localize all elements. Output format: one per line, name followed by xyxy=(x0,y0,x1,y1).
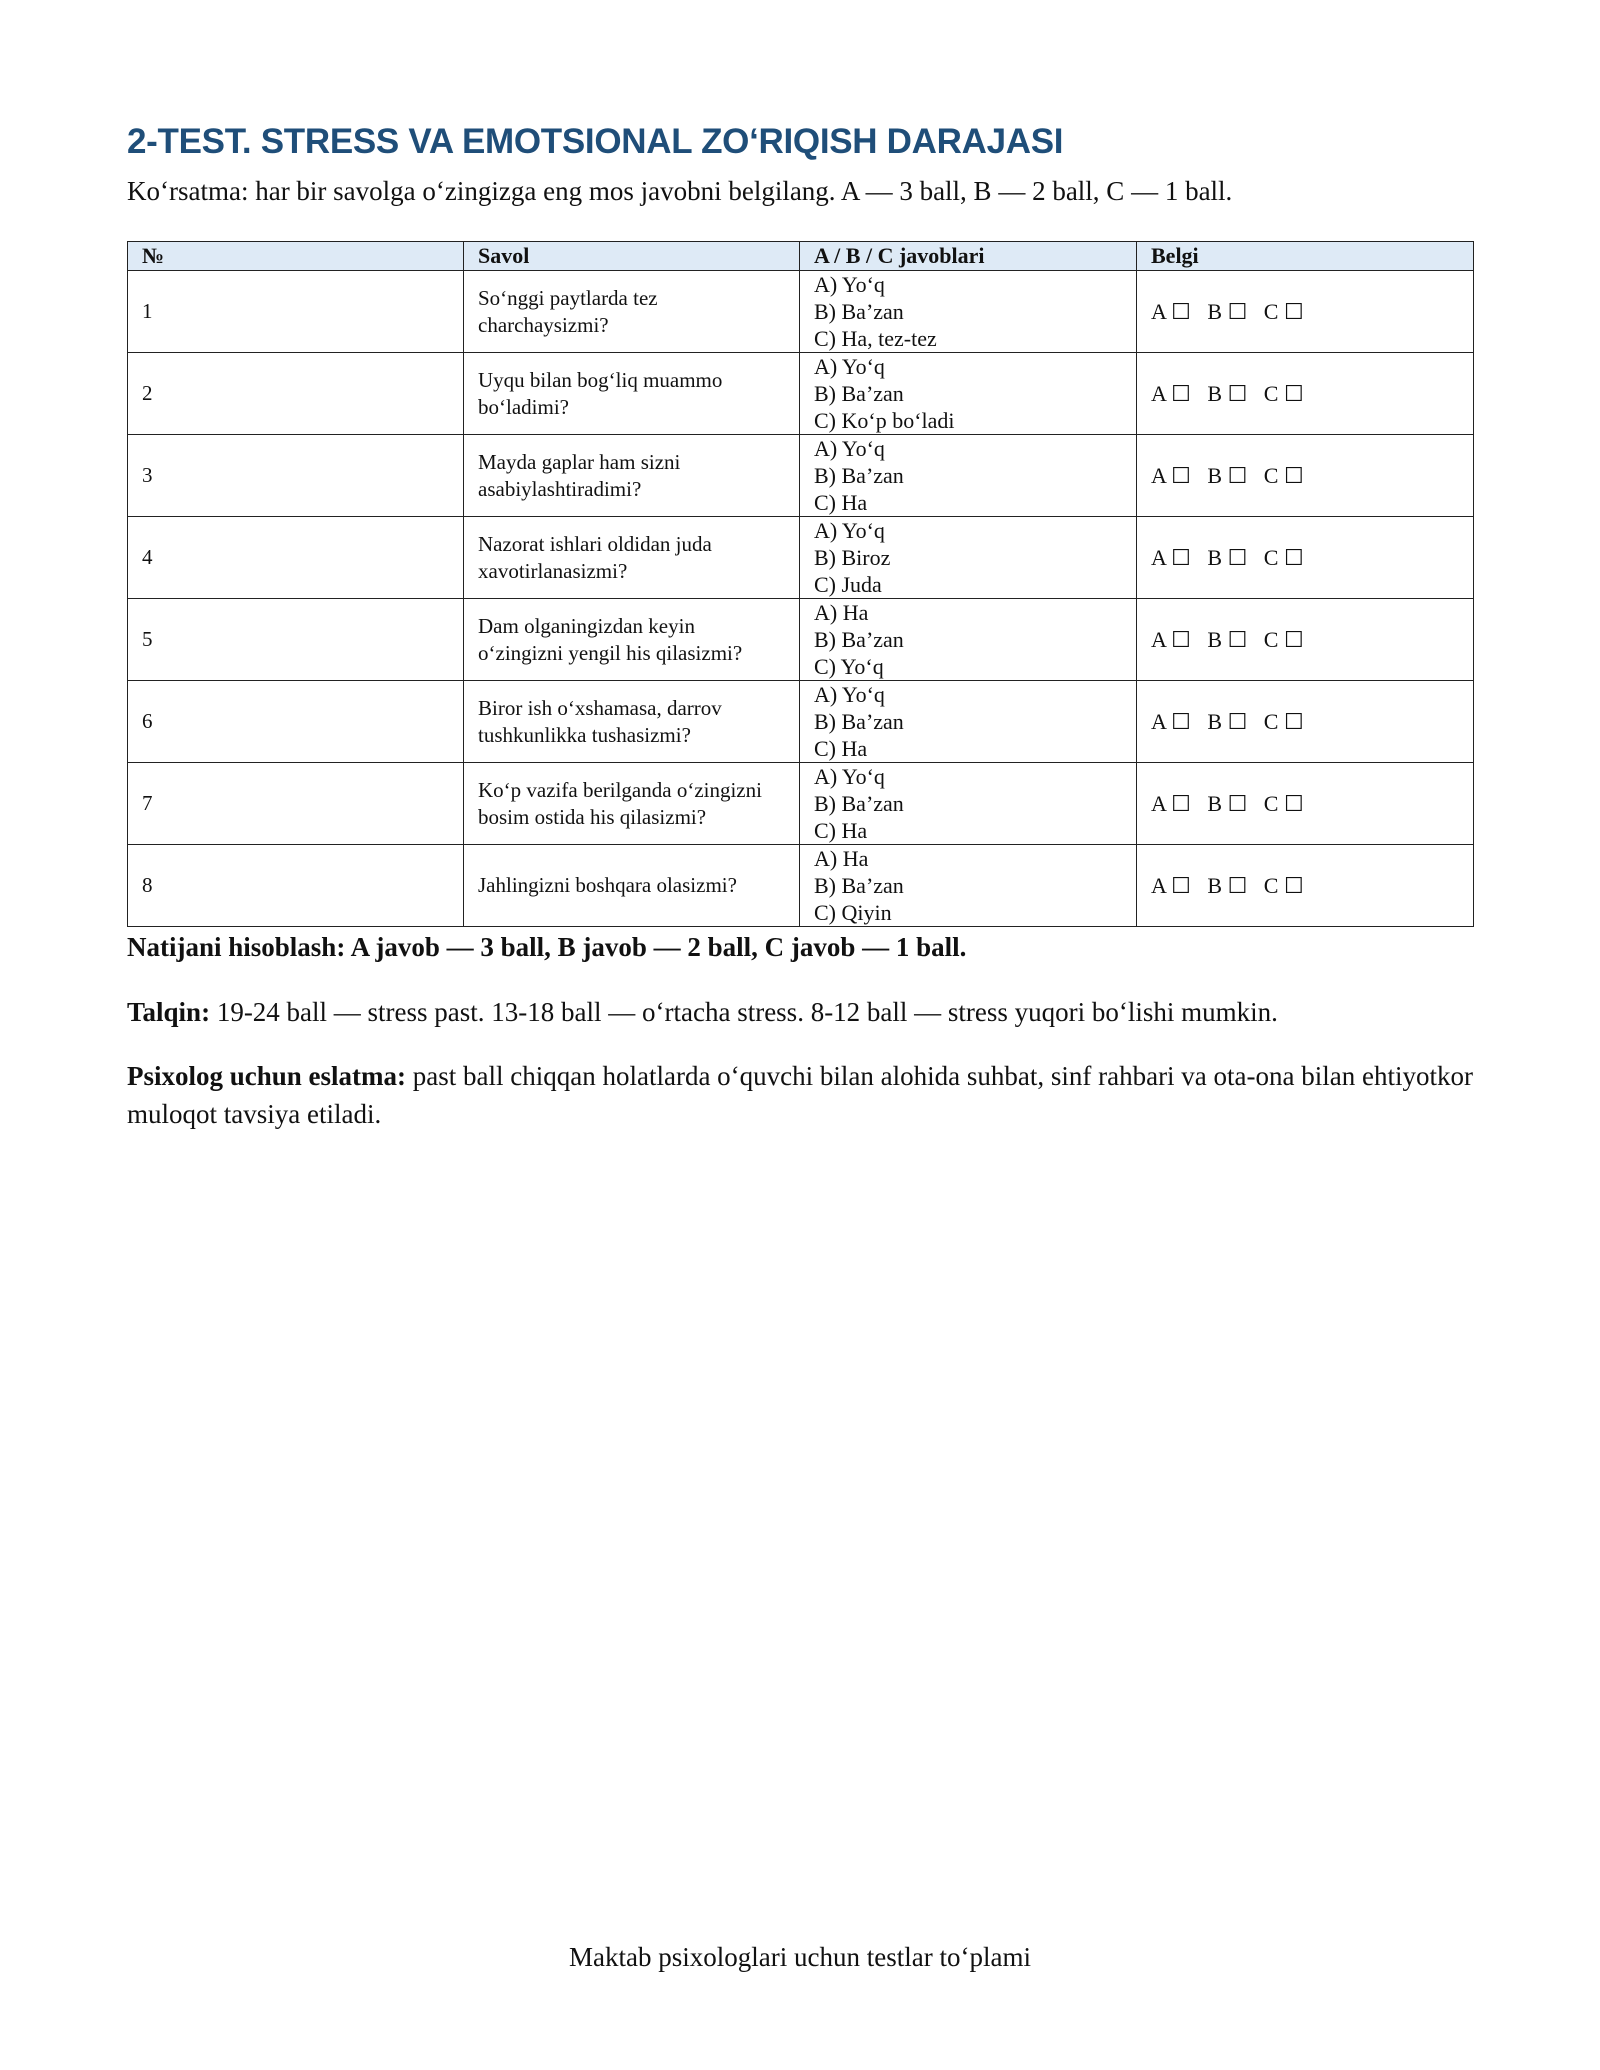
scoring-line: Natijani hisoblash: A javob — 3 ball, B javob — 2 ball, C javob — 1 ball. xyxy=(127,932,967,962)
answer-b: B) Ba’zan xyxy=(814,709,904,734)
row-question: Mayda gaplar ham sizni asabiylashtiradimi? xyxy=(464,435,800,517)
answer-b: B) Ba’zan xyxy=(814,873,904,898)
table-row xyxy=(128,845,1474,927)
answer-c: C) Qiyin xyxy=(814,900,892,925)
row-answers xyxy=(800,517,1137,599)
row-number: 7 xyxy=(128,763,464,845)
row-number: 5 xyxy=(128,599,464,681)
answer-a: A) Ha xyxy=(814,600,869,625)
row-number: 1 xyxy=(128,271,464,353)
row-question: Uyqu bilan bogʻliq muammo boʻladimi? xyxy=(464,353,800,435)
row-checkboxes[interactable]: A ☐ B ☐ C ☐ xyxy=(1137,353,1474,435)
table-row xyxy=(128,517,1474,599)
row-checkboxes[interactable]: A ☐ B ☐ C ☐ xyxy=(1137,517,1474,599)
psychologist-note xyxy=(127,1057,1473,1133)
answer-b: B) Biroz xyxy=(814,545,891,570)
answer-a: A) Yoʻq xyxy=(814,682,885,707)
answer-a: A) Yoʻq xyxy=(814,764,885,789)
table-row xyxy=(128,681,1474,763)
row-checkboxes[interactable]: A ☐ B ☐ C ☐ xyxy=(1137,599,1474,681)
row-answers xyxy=(800,599,1137,681)
row-answers xyxy=(800,763,1137,845)
row-answers xyxy=(800,271,1137,353)
answer-a: A) Yoʻq xyxy=(814,518,885,543)
table-row xyxy=(128,435,1474,517)
answer-c: C) Ha xyxy=(814,736,868,761)
header-answers: A / B / C javoblari xyxy=(800,242,1137,271)
answer-b: B) Ba’zan xyxy=(814,791,904,816)
answer-b: B) Ba’zan xyxy=(814,463,904,488)
row-question: Biror ish oʻxshamasa, darrov tushkunlikka tushasizmi? xyxy=(464,681,800,763)
instruction-text: Koʻrsatma: har bir savolga oʻzingizga eng mos javobni belgilang. A — 3 ball, B — 2 ball, C — 1 ball. xyxy=(127,176,1233,206)
row-checkboxes[interactable]: A ☐ B ☐ C ☐ xyxy=(1137,763,1474,845)
answer-b: B) Ba’zan xyxy=(814,381,904,406)
interpretation-paragraph xyxy=(127,993,1473,1031)
note-text: past ball chiqqan holatlarda oʻquvchi bilan alohida suhbat, sinf rahbari va ota-ona bilan ehtiyotkor muloqot tavsiya etiladi. xyxy=(127,1061,1473,1129)
row-question: Dam olganingizdan keyin oʻzingizni yengil his qilasizmi? xyxy=(464,599,800,681)
interpretation-text: 19-24 ball — stress past. 13-18 ball — oʻrtacha stress. 8-12 ball — stress yuqori boʻlishi mumkin. xyxy=(210,997,1278,1027)
answer-c: C) Ha xyxy=(814,490,868,515)
answer-a: A) Yoʻq xyxy=(814,436,885,461)
row-answers xyxy=(800,353,1137,435)
row-answers xyxy=(800,435,1137,517)
row-checkboxes[interactable]: A ☐ B ☐ C ☐ xyxy=(1137,845,1474,927)
header-mark: Belgi xyxy=(1137,242,1474,271)
answer-c: C) Koʻp boʻladi xyxy=(814,408,955,433)
row-number: 3 xyxy=(128,435,464,517)
header-number: № xyxy=(128,242,464,271)
table-header-row xyxy=(128,242,1474,271)
answer-c: C) Juda xyxy=(814,572,882,597)
table-row xyxy=(128,763,1474,845)
row-question: Koʻp vazifa berilganda oʻzingizni bosim ostida his qilasizmi? xyxy=(464,763,800,845)
row-number: 6 xyxy=(128,681,464,763)
table-row xyxy=(128,271,1474,353)
note-label: Psixolog uchun eslatma: xyxy=(127,1061,407,1091)
answer-c: C) Ha xyxy=(814,818,868,843)
answer-c: C) Yoʻq xyxy=(814,654,884,679)
answer-b: B) Ba’zan xyxy=(814,299,904,324)
row-answers xyxy=(800,681,1137,763)
answer-b: B) Ba’zan xyxy=(814,627,904,652)
answer-a: A) Yoʻq xyxy=(814,272,885,297)
interpretation-label: Talqin: xyxy=(127,997,211,1027)
test-table xyxy=(127,241,1474,927)
row-checkboxes[interactable]: A ☐ B ☐ C ☐ xyxy=(1137,271,1474,353)
row-question: Jahlingizni boshqara olasizmi? xyxy=(464,845,800,927)
row-question: Nazorat ishlari oldidan juda xavotirlanasizmi? xyxy=(464,517,800,599)
page-footer: Maktab psixologlari uchun testlar toʻplami xyxy=(569,1942,1031,1972)
row-question: Soʻnggi paytlarda tez charchaysizmi? xyxy=(464,271,800,353)
table-row xyxy=(128,353,1474,435)
table-row xyxy=(128,599,1474,681)
row-checkboxes[interactable]: A ☐ B ☐ C ☐ xyxy=(1137,435,1474,517)
row-number: 8 xyxy=(128,845,464,927)
row-checkboxes[interactable]: A ☐ B ☐ C ☐ xyxy=(1137,681,1474,763)
row-number: 4 xyxy=(128,517,464,599)
answer-a: A) Ha xyxy=(814,846,869,871)
answer-a: A) Yoʻq xyxy=(814,354,885,379)
answer-c: C) Ha, tez-tez xyxy=(814,326,937,351)
page-title: 2-TEST. STRESS VA EMOTSIONAL ZOʻRIQISH DARAJASI xyxy=(127,122,1064,161)
row-answers xyxy=(800,845,1137,927)
row-number: 2 xyxy=(128,353,464,435)
header-question: Savol xyxy=(464,242,800,271)
